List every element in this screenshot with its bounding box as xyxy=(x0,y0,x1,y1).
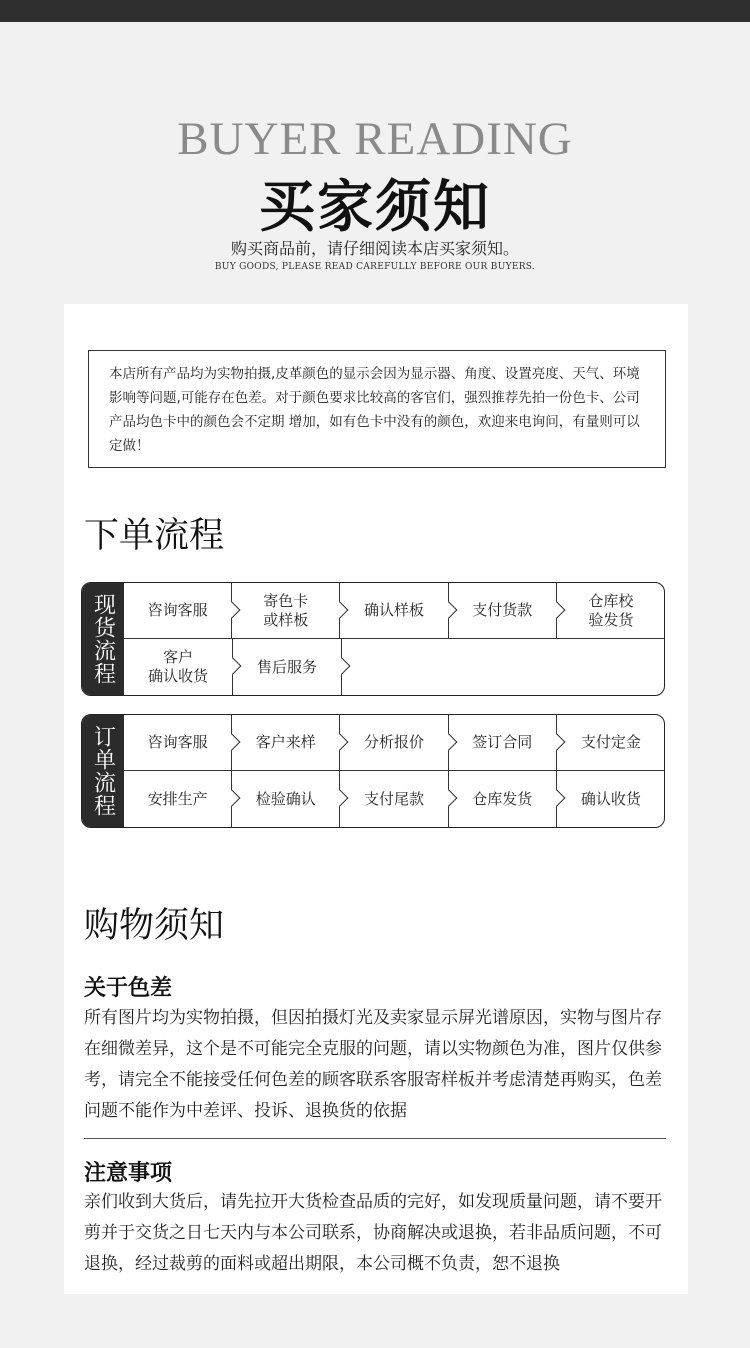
attention-title: 注意事项 xyxy=(84,1160,173,1186)
header-subtitle-en: BUY GOODS, PLEASE READ CAREFULLY BEFORE OUR BUYERS. xyxy=(214,262,536,272)
flow-step-label: 支付货款 xyxy=(472,601,533,619)
flow-step xyxy=(124,583,232,638)
order-process-title: 下单流程 xyxy=(84,516,225,556)
flow-step xyxy=(340,771,448,827)
top-bar xyxy=(0,0,750,22)
flow-step-label: 售后服务 xyxy=(256,657,317,676)
stock-flow-label: 现货流程 xyxy=(82,583,124,695)
stock-flow-row-2 xyxy=(124,639,665,695)
content-card xyxy=(64,304,688,1294)
flow-step-label: 仓库校 验发货 xyxy=(588,591,634,629)
attention-text: 亲们收到大货后，请先拉开大货检查品质的完好，如发现质量问题，请不要开剪并于交货之日七天内与本公司联系，协商解决或退换，若非品质问题，不可退换，经过裁剪的面料或超出期限，本公司概不负责，恕不退换 xyxy=(84,1192,662,1274)
flow-step-label: 安排生产 xyxy=(147,789,208,808)
flow-step-label: 支付定金 xyxy=(580,733,641,751)
flow-step xyxy=(232,583,340,638)
flow-step xyxy=(557,583,665,638)
flow-step xyxy=(124,639,233,695)
flow-step-label: 支付尾款 xyxy=(364,789,425,808)
flow-step-label: 客户 确认收货 xyxy=(147,648,208,685)
flow-step-label: 确认样板 xyxy=(364,601,425,619)
flow-step-empty xyxy=(342,639,665,695)
flow-step xyxy=(232,715,340,770)
stock-flow-box xyxy=(81,582,665,696)
flow-step-label: 确认收货 xyxy=(580,789,641,808)
flow-step-label: 仓库发货 xyxy=(472,789,533,808)
section-divider xyxy=(84,1138,666,1139)
stock-flow-row-1 xyxy=(124,583,665,639)
flow-step-label: 分析报价 xyxy=(364,733,425,751)
flow-step xyxy=(340,715,448,770)
flow-step xyxy=(124,715,232,770)
flow-step xyxy=(557,771,665,827)
shopping-notes-title: 购物须知 xyxy=(84,906,225,946)
header-title-cn: 买家须知 xyxy=(259,174,491,240)
header-subtitle-cn: 购买商品前，请仔细阅读本店买家须知。 xyxy=(230,239,519,258)
flow-step xyxy=(232,771,340,827)
flow-step xyxy=(449,771,557,827)
flow-step xyxy=(449,583,557,638)
flow-step-label: 客户来样 xyxy=(255,733,316,751)
flow-step xyxy=(233,639,342,695)
flow-step xyxy=(124,771,232,827)
custom-flow-row-2 xyxy=(124,771,665,827)
color-diff-title: 关于色差 xyxy=(84,975,173,1001)
flow-step-label: 咨询客服 xyxy=(147,733,208,751)
flow-step xyxy=(449,715,557,770)
custom-flow-box xyxy=(81,714,665,828)
color-notice-box: 本店所有产品均为实物拍摄,皮革颜色的显示会因为显示器、角度、设置亮度、天气、环境影响等问题,可能存在色差。对于颜色要求比较高的客官们，强烈推荐先拍一份色卡、公司产品均色卡中的颜色会不定期 增加，如有色卡中没有的颜色，欢迎来电询问，有量则可以定做！ xyxy=(88,350,666,468)
custom-flow-label: 订单流程 xyxy=(82,715,124,827)
color-diff-text: 所有图片均为实物拍摄，但因拍摄灯光及卖家显示屏光谱原因，实物与图片存在细微差异，这个是不可能完全克服的问题，请以实物颜色为准，图片仅供参考，请完全不能接受任何色差的顾客联系客服寄样板并考虑清楚再购买，色差问题不能作为中差评、投诉、退换货的依据 xyxy=(84,1008,662,1121)
flow-step xyxy=(557,715,665,770)
flow-step-label: 寄色卡 或样板 xyxy=(263,591,309,629)
custom-flow-row-1 xyxy=(124,715,665,771)
flow-step-label: 检验确认 xyxy=(255,789,316,808)
flow-step xyxy=(340,583,448,638)
flow-step-label: 咨询客服 xyxy=(147,601,208,619)
flow-step-label: 签订合同 xyxy=(472,733,533,751)
header-title-en: BUYER READING xyxy=(177,113,573,165)
